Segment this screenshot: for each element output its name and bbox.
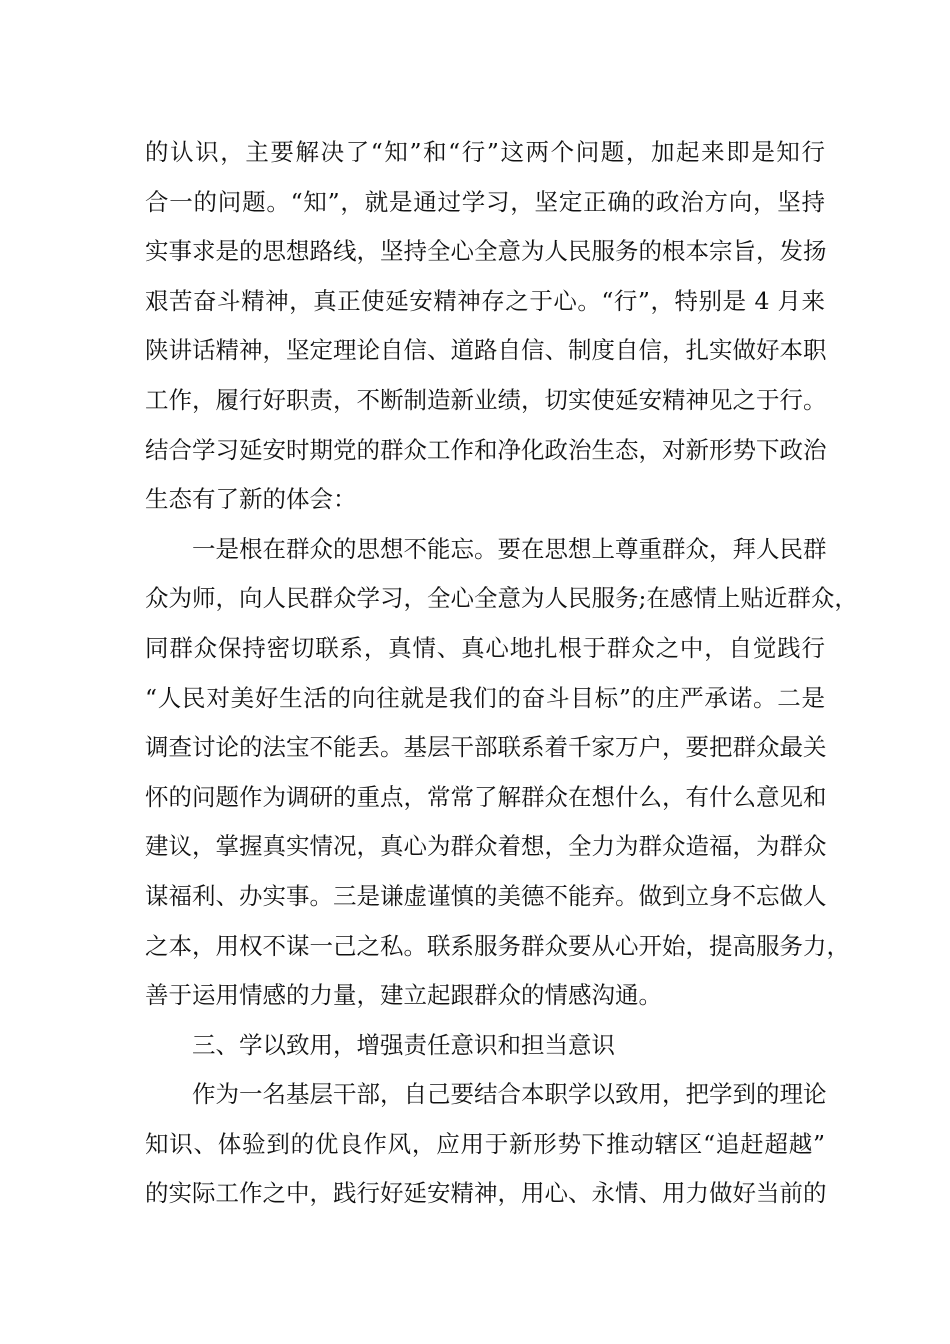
- text-line: 的实际工作之中，践行好延安精神，用心、永情、用力做好当前的: [145, 1179, 827, 1208]
- text-line: 知识、体验到的优良作风，应用于新形势下推动辖区“追赶超越”: [145, 1129, 825, 1158]
- text-line: “人民对美好生活的向往就是我们的奋斗目标”的庄严承诺。二是: [145, 683, 825, 712]
- text-line: 建议，掌握真实情况，真心为群众着想，全力为群众造福，为群众: [145, 832, 827, 861]
- text-line: 艰苦奋斗精神，真正使延安精神存之于心。“行”，特别是 4 月来: [145, 286, 825, 315]
- text-line: 同群众保持密切联系，真情、真心地扎根于群众之中，自觉践行: [145, 633, 825, 662]
- text-line: 生态有了新的体会：: [145, 485, 357, 514]
- text-line: 作为一名基层干部，自己要结合本职学以致用，把学到的理论: [192, 1080, 827, 1109]
- text-line: 三、学以致用，增强责任意识和担当意识: [192, 1030, 615, 1059]
- text-line: 众为师，向人民群众学习，全心全意为人民服务;在感情上贴近群众，: [145, 584, 858, 613]
- text-line: 的认识，主要解决了“知”和“行”这两个问题，加起来即是知行: [145, 138, 825, 166]
- text-line: 一是根在群众的思想不能忘。要在思想上尊重群众，拜人民群: [192, 534, 827, 563]
- text-line: 善于运用情感的力量，建立起跟群众的情感沟通。: [145, 981, 662, 1010]
- text-line: 之本，用权不谋一己之私。联系服务群众要从心开始，提高服务力，: [145, 931, 850, 960]
- text-line: 怀的问题作为调研的重点，常常了解群众在想什么，有什么意见和: [145, 782, 827, 811]
- text-line: 工作，履行好职责，不断制造新业绩，切实使延安精神见之于行。: [145, 385, 827, 414]
- text-line: 结合学习延安时期党的群众工作和净化政治生态，对新形势下政治: [145, 435, 827, 464]
- text-line: 陕讲话精神，坚定理论自信、道路自信、制度自信，扎实做好本职: [145, 336, 827, 365]
- text-line: 实事求是的思想路线，坚持全心全意为人民服务的根本宗旨，发扬: [145, 237, 827, 266]
- body-text: [145, 128, 858, 1219]
- text-line: 调查讨论的法宝不能丢。基层干部联系着千家万户，要把群众最关: [145, 733, 827, 762]
- text-line: 合一的问题。“知”，就是通过学习，坚定正确的政治方向，坚持: [145, 187, 825, 216]
- text-line: 谋福利、办实事。三是谦虚谨慎的美德不能弃。做到立身不忘做人: [145, 881, 827, 910]
